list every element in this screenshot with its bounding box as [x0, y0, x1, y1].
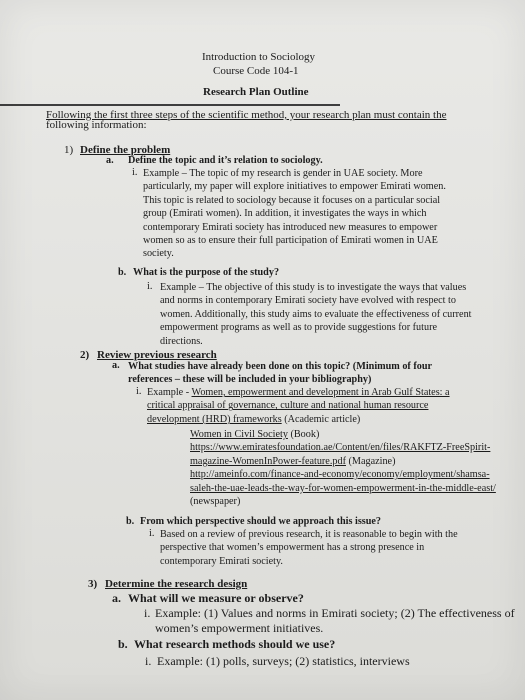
section-3a-i-label: i. [144, 606, 151, 620]
intro-line-2: following information: [46, 119, 147, 131]
text-line [190, 468, 496, 481]
section-1a-question: Define the topic and it’s relation to sociology. [128, 155, 323, 166]
references-block [190, 428, 496, 508]
text-line [190, 482, 496, 495]
text-line: perspective that women’s empowerment has a strong presence in [160, 542, 425, 554]
text-line [147, 399, 450, 412]
section-1-number: 1) [64, 144, 74, 156]
text-line: Example – The objective of this study is to investigate the ways that values [160, 282, 467, 293]
section-1a-i-label: i. [132, 167, 138, 178]
article-type: (Academic article) [281, 413, 361, 425]
text-line: women’s empowerment initiatives. [155, 621, 324, 635]
section-2b-i-text [160, 528, 458, 568]
article-link[interactable]: development (HRD) frameworks [147, 413, 282, 425]
text-line [190, 428, 496, 441]
text-line: contemporary Emirati society has introduced new measures to empower [143, 221, 438, 233]
section-1b-label: b. [118, 267, 127, 278]
section-3b-question: What research methods should we use? [134, 637, 336, 651]
section-3b-label: b. [118, 637, 128, 651]
text-line: women. Additionally, this study aims to evaluate the effectiveness of current [160, 308, 472, 320]
book-type: (Book) [287, 429, 320, 440]
section-3b-i-text: Example: (1) polls, surveys; (2) statistics, interviews [157, 654, 410, 668]
text-line: What studies have already been done on this topic? (Minimum of four [128, 361, 433, 372]
text-line: Example – The topic of my research is gender in UAE society. More [143, 168, 423, 179]
section-3b-i-label: i. [145, 654, 152, 668]
text-line: particularly, my paper will explore initiatives to empower Emirati women. [143, 181, 446, 193]
section-3-number: 3) [88, 578, 98, 590]
section-3-heading: Determine the research design [105, 578, 248, 590]
text-line: (newspaper) [190, 496, 241, 508]
section-3a-label: a. [112, 591, 121, 605]
section-1a-label: a. [106, 155, 114, 166]
doc-title: Research Plan Outline [203, 86, 309, 98]
section-1a-i-text [143, 167, 446, 261]
magazine-type: (Magazine) [345, 455, 396, 467]
magazine-url[interactable]: magazine-WomenInPower-feature.pdf [190, 455, 346, 467]
course-title: Introduction to Sociology [202, 51, 316, 63]
text-line [190, 441, 496, 454]
book-link[interactable]: Women in Civil Society [190, 429, 288, 440]
newspaper-url[interactable]: http://ameinfo.com/finance-and-economy/economy/employment/shamsa- [190, 469, 490, 481]
text-line: empowerment programs as well as to provide suggestions for future [160, 322, 437, 334]
section-2-number: 2) [80, 349, 90, 361]
section-1-heading: Define the problem [80, 144, 171, 156]
intro-line-1: Following the first three steps of the scientific method, your research plan must contain the [46, 109, 447, 121]
text-line [147, 386, 450, 399]
section-2a-label: a. [112, 360, 120, 371]
text-line: society. [143, 248, 174, 260]
text-line: references – these will be included in your bibliography) [128, 374, 372, 386]
section-2a-i-text [147, 386, 450, 426]
horizontal-rule [0, 104, 340, 106]
section-1b-i-text [160, 281, 472, 348]
section-2a-i-label: i. [136, 386, 142, 397]
text-line: contemporary Emirati society. [160, 555, 283, 567]
newspaper-url[interactable]: saleh-the-uae-leads-the-way-for-women-empowerment-in-the-middle-east/ [190, 482, 496, 494]
example-prefix: Example - [147, 387, 192, 398]
section-3a-i-text [155, 606, 515, 636]
text-line: Example: (1) Values and norms in Emirati society; (2) The effectiveness of [155, 606, 515, 620]
text-line [190, 455, 496, 468]
section-2b-label: b. [126, 516, 135, 527]
text-line: directions. [160, 335, 203, 347]
section-2b-question: From which perspective should we approach this issue? [140, 516, 382, 527]
course-code: Course Code 104-1 [213, 65, 299, 77]
text-line: group (Emirati women). In addition, it investigates the ways in which [143, 208, 427, 220]
section-1b-i-label: i. [147, 281, 153, 292]
section-2a-question [128, 360, 432, 387]
section-3a-question: What will we measure or observe? [128, 591, 304, 605]
section-1b-question: What is the purpose of the study? [133, 267, 280, 278]
article-link[interactable]: Women, empowerment and development in Arab Gulf States: a [191, 387, 450, 398]
section-2-heading: Review previous research [97, 349, 217, 361]
text-line: Based on a review of previous research, it is reasonable to begin with the [160, 529, 458, 540]
article-link[interactable]: critical appraisal of governance, culture and national human resource [147, 400, 429, 412]
section-2b-i-label: i. [149, 528, 155, 539]
text-line [147, 413, 450, 426]
text-line: and norms in contemporary Emirati society have evolved with respect to [160, 295, 456, 307]
text-line: This topic is related to sociology because it focuses on a particular social [143, 194, 441, 206]
magazine-url[interactable]: https://www.emiratesfoundation.ae/Content/en/files/RAKFTZ-FreeSpirit- [190, 442, 491, 454]
text-line: women so as to ensure their full participation of Emirati women in UAE [143, 235, 438, 247]
